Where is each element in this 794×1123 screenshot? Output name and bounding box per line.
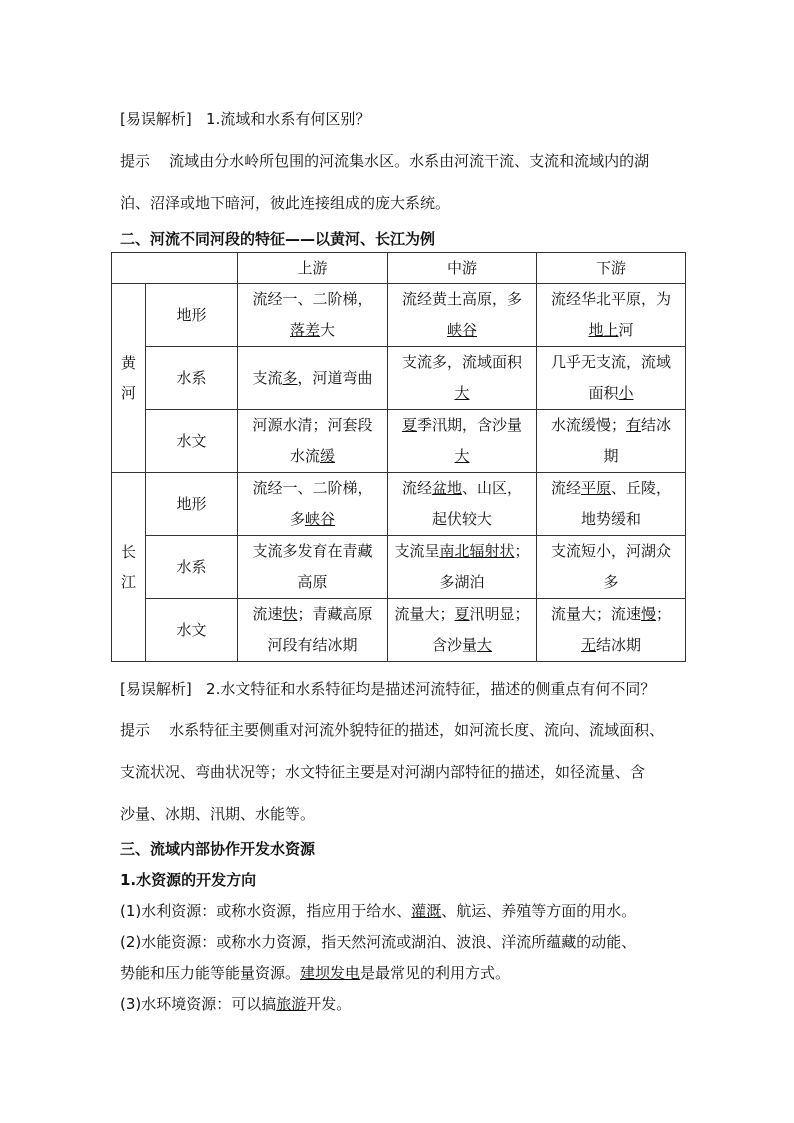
cell-text: 高原	[297, 573, 328, 591]
item-2-line-2	[120, 962, 510, 983]
downstream-cell	[537, 284, 686, 347]
cell-keyword: 小	[618, 384, 634, 402]
cell-keyword: 夏	[454, 605, 470, 623]
cell-text: 流经一、二阶梯，	[252, 479, 373, 497]
river-name-char: 长	[120, 543, 136, 561]
upstream-cell	[238, 599, 388, 662]
cell-text: ；青藏高原	[297, 605, 373, 623]
cell-keyword: 大	[454, 384, 470, 402]
cell-text: 流经	[401, 479, 432, 497]
q1-answer-line-1	[120, 150, 649, 171]
cell-text: 流经一、二阶梯，	[252, 290, 373, 308]
item-1-text-a: (1)水利资源：或称水资源，指应用于给水、	[120, 902, 412, 920]
aspect-label-hydrology: 水文	[146, 410, 238, 473]
cell-text: ；	[656, 605, 672, 623]
river-name-char: 河	[120, 384, 136, 402]
header-upstream: 上游	[238, 253, 388, 284]
cell-text: 、丘陵，	[611, 479, 672, 497]
cell-keyword: 平原	[580, 479, 611, 497]
item-3-text-a: (3)水环境资源：可以搞	[120, 995, 277, 1013]
cell-text: 河源水清；河套段	[252, 416, 373, 434]
cell-line	[541, 630, 681, 661]
cell-line	[242, 410, 383, 441]
upstream-cell	[238, 347, 388, 410]
upstream-cell	[238, 284, 388, 347]
q2-answer-3: 沙量、冰期、汛期、水能等。	[120, 805, 316, 823]
cell-text: 流经	[550, 479, 581, 497]
q2-question-line	[120, 678, 655, 699]
cell-line	[242, 504, 383, 535]
cell-line	[392, 410, 532, 441]
cell-text: ，河道弯曲	[297, 368, 373, 387]
q2-answer-line-3	[120, 803, 315, 824]
item-3-underlined: 旅游	[276, 995, 307, 1013]
q1-hint-label: 提示	[120, 152, 151, 170]
cell-line	[392, 441, 532, 472]
table-body	[112, 253, 686, 662]
cell-line	[392, 347, 532, 378]
river-name-char: 江	[120, 573, 136, 591]
midstream-cell	[388, 536, 537, 599]
header-downstream: 下游	[537, 253, 686, 284]
cell-line	[392, 567, 532, 598]
item-3-text-b: 开发。	[306, 995, 352, 1013]
cell-keyword: 大	[477, 636, 493, 654]
cell-keyword: 有	[625, 416, 641, 434]
cell-text: 流速	[252, 605, 283, 623]
cell-keyword: 大	[454, 447, 470, 465]
q2-tag: [易误解析]	[120, 680, 192, 698]
cell-line	[242, 315, 383, 346]
cell-text: 流量大；流速	[550, 605, 641, 623]
cell-text: 水流	[289, 447, 320, 465]
cell-text: 地势缓和	[580, 510, 641, 528]
cell-text: 支流多，流域面积	[401, 353, 522, 371]
cell-line	[392, 630, 532, 661]
cell-keyword: 快	[282, 605, 298, 623]
cell-line	[541, 473, 681, 504]
upstream-cell	[238, 536, 388, 599]
cell-line	[392, 315, 532, 346]
upstream-cell	[238, 410, 388, 473]
cell-text: 季汛期，含沙量	[417, 416, 523, 434]
cell-line	[541, 378, 681, 409]
q1-answer-1: 流域由分水岭所包围的河流集水区。水系由河流干流、支流和流域内的湖	[169, 152, 650, 170]
item-2-underlined: 建坝发电	[300, 964, 361, 982]
cell-text: 流量大；	[394, 605, 455, 623]
cell-text: 支流短小，河湖众	[550, 542, 671, 560]
sub1-title: 1.水资源的开发方向	[120, 871, 257, 889]
midstream-cell	[388, 284, 537, 347]
aspect-label-hydrology: 水文	[146, 599, 238, 662]
midstream-cell	[388, 473, 537, 536]
cell-line	[541, 410, 681, 441]
section3-title: 三、流域内部协作开发水资源	[120, 840, 316, 858]
cell-line	[541, 284, 681, 315]
cell-line	[541, 315, 681, 346]
q2-answer-2: 支流状况、弯曲状况等；水文特征主要是对河湖内部特征的描述，如径流量、含	[120, 763, 646, 781]
table-row	[112, 284, 686, 347]
cell-text: 期	[603, 447, 619, 465]
cell-keyword: 峡谷	[305, 510, 336, 528]
aspect-label-terrain: 地形	[146, 473, 238, 536]
cell-line	[392, 378, 532, 409]
midstream-cell	[388, 347, 537, 410]
cell-text: 流经华北平原，为	[550, 290, 671, 308]
section2-title: 二、河流不同河段的特征——以黄河、长江为例	[120, 230, 436, 248]
cell-text: 结冰期	[596, 636, 642, 654]
cell-text: ；	[514, 542, 530, 560]
cell-keyword: 峡谷	[446, 321, 477, 339]
cell-line	[392, 599, 532, 630]
item-2-text-a: 势能和压力能等能量资源。	[120, 964, 301, 982]
table-row	[112, 473, 686, 536]
q2-answer-1: 水系特征主要侧重对河流外貌特征的描述，如河流长度、流向、流域面积、	[169, 721, 665, 739]
cell-line	[541, 567, 681, 598]
cell-keyword: 南北辐射状	[439, 542, 515, 560]
cell-keyword: 夏	[401, 416, 417, 434]
cell-line	[392, 284, 532, 315]
cell-text: 多	[603, 573, 619, 591]
aspect-label-drainage: 水系	[146, 536, 238, 599]
cell-line	[242, 363, 383, 394]
table-row	[112, 536, 686, 599]
cell-text: 河	[618, 321, 634, 339]
header-midstream: 中游	[388, 253, 537, 284]
cell-keyword: 落差	[289, 321, 320, 339]
q1-tag: [易误解析]	[120, 110, 192, 128]
q2-question: 2.水文特征和水系特征均是描述河流特征，描述的侧重点有何不同？	[206, 680, 656, 698]
midstream-cell	[388, 599, 537, 662]
cell-text: 含沙量	[431, 636, 477, 654]
cell-text: 水流缓慢；	[550, 416, 626, 434]
cell-line	[242, 630, 383, 661]
item-1-text-b: 、航运、养殖等方面的用水。	[441, 902, 637, 920]
item-2-line-1	[120, 931, 636, 952]
q2-answer-line-2	[120, 761, 645, 782]
cell-text: 支流呈	[394, 542, 440, 560]
table-header-row	[112, 253, 686, 284]
header-corner	[112, 253, 238, 284]
cell-text: 汛明显；	[469, 605, 530, 623]
cell-text: 流经黄土高原，多	[401, 290, 522, 308]
cell-line	[242, 567, 383, 598]
cell-text: 河段有结冰期	[267, 636, 358, 654]
river-name-char: 黄	[120, 354, 136, 372]
cell-line	[242, 284, 383, 315]
river-name-cell	[112, 284, 146, 473]
cell-line	[392, 504, 532, 535]
cell-text: 面积	[588, 384, 619, 402]
midstream-cell	[388, 410, 537, 473]
cell-text: 大	[320, 321, 336, 339]
item-2-text-1: (2)水能资源：或称水力资源，指天然河流或湖泊、波浪、洋流所蕴藏的动能、	[120, 933, 637, 951]
cell-text: 多	[289, 510, 305, 528]
item-1	[120, 900, 636, 921]
cell-line	[392, 473, 532, 504]
downstream-cell	[537, 536, 686, 599]
q1-answer-2: 泊、沼泽或地下暗河，彼此连接组成的庞大系统。	[120, 194, 451, 212]
q2-hint-label: 提示	[120, 721, 151, 739]
cell-line	[541, 536, 681, 567]
q1-answer-line-2	[120, 192, 450, 213]
aspect-label-terrain: 地形	[146, 284, 238, 347]
river-comparison-table	[111, 252, 686, 662]
cell-text: 起伏较大	[431, 510, 492, 528]
cell-keyword: 慢	[640, 605, 656, 623]
cell-text: 结冰	[641, 416, 672, 434]
cell-keyword: 盆地	[431, 479, 462, 497]
cell-text: 支流	[252, 368, 283, 387]
cell-text: 几乎无支流，流域	[550, 353, 671, 371]
cell-keyword: 多	[282, 368, 298, 387]
table-row	[112, 599, 686, 662]
cell-line	[541, 599, 681, 630]
downstream-cell	[537, 599, 686, 662]
cell-keyword: 地上	[588, 321, 619, 339]
downstream-cell	[537, 410, 686, 473]
q1-question-line	[120, 108, 370, 129]
cell-line	[392, 536, 532, 567]
upstream-cell	[238, 473, 388, 536]
cell-line	[541, 441, 681, 472]
item-2-text-b: 是最常见的利用方式。	[360, 964, 511, 982]
cell-line	[541, 347, 681, 378]
table-row	[112, 410, 686, 473]
cell-text: 、山区，	[462, 479, 523, 497]
cell-line	[242, 536, 383, 567]
cell-line	[242, 473, 383, 504]
table-row	[112, 347, 686, 410]
cell-text: 支流多发育在青藏	[252, 542, 373, 560]
item-3	[120, 993, 351, 1014]
cell-line	[541, 504, 681, 535]
q2-answer-line-1	[120, 719, 664, 740]
item-1-underlined: 灌溉	[411, 902, 442, 920]
river-name-cell	[112, 473, 146, 662]
downstream-cell	[537, 347, 686, 410]
cell-text: 多湖泊	[439, 573, 485, 591]
downstream-cell	[537, 473, 686, 536]
cell-line	[242, 599, 383, 630]
cell-line	[242, 441, 383, 472]
cell-keyword: 缓	[320, 447, 336, 465]
aspect-label-drainage: 水系	[146, 347, 238, 410]
q1-question: 1.流域和水系有何区别？	[206, 110, 371, 128]
cell-keyword: 无	[580, 636, 596, 654]
